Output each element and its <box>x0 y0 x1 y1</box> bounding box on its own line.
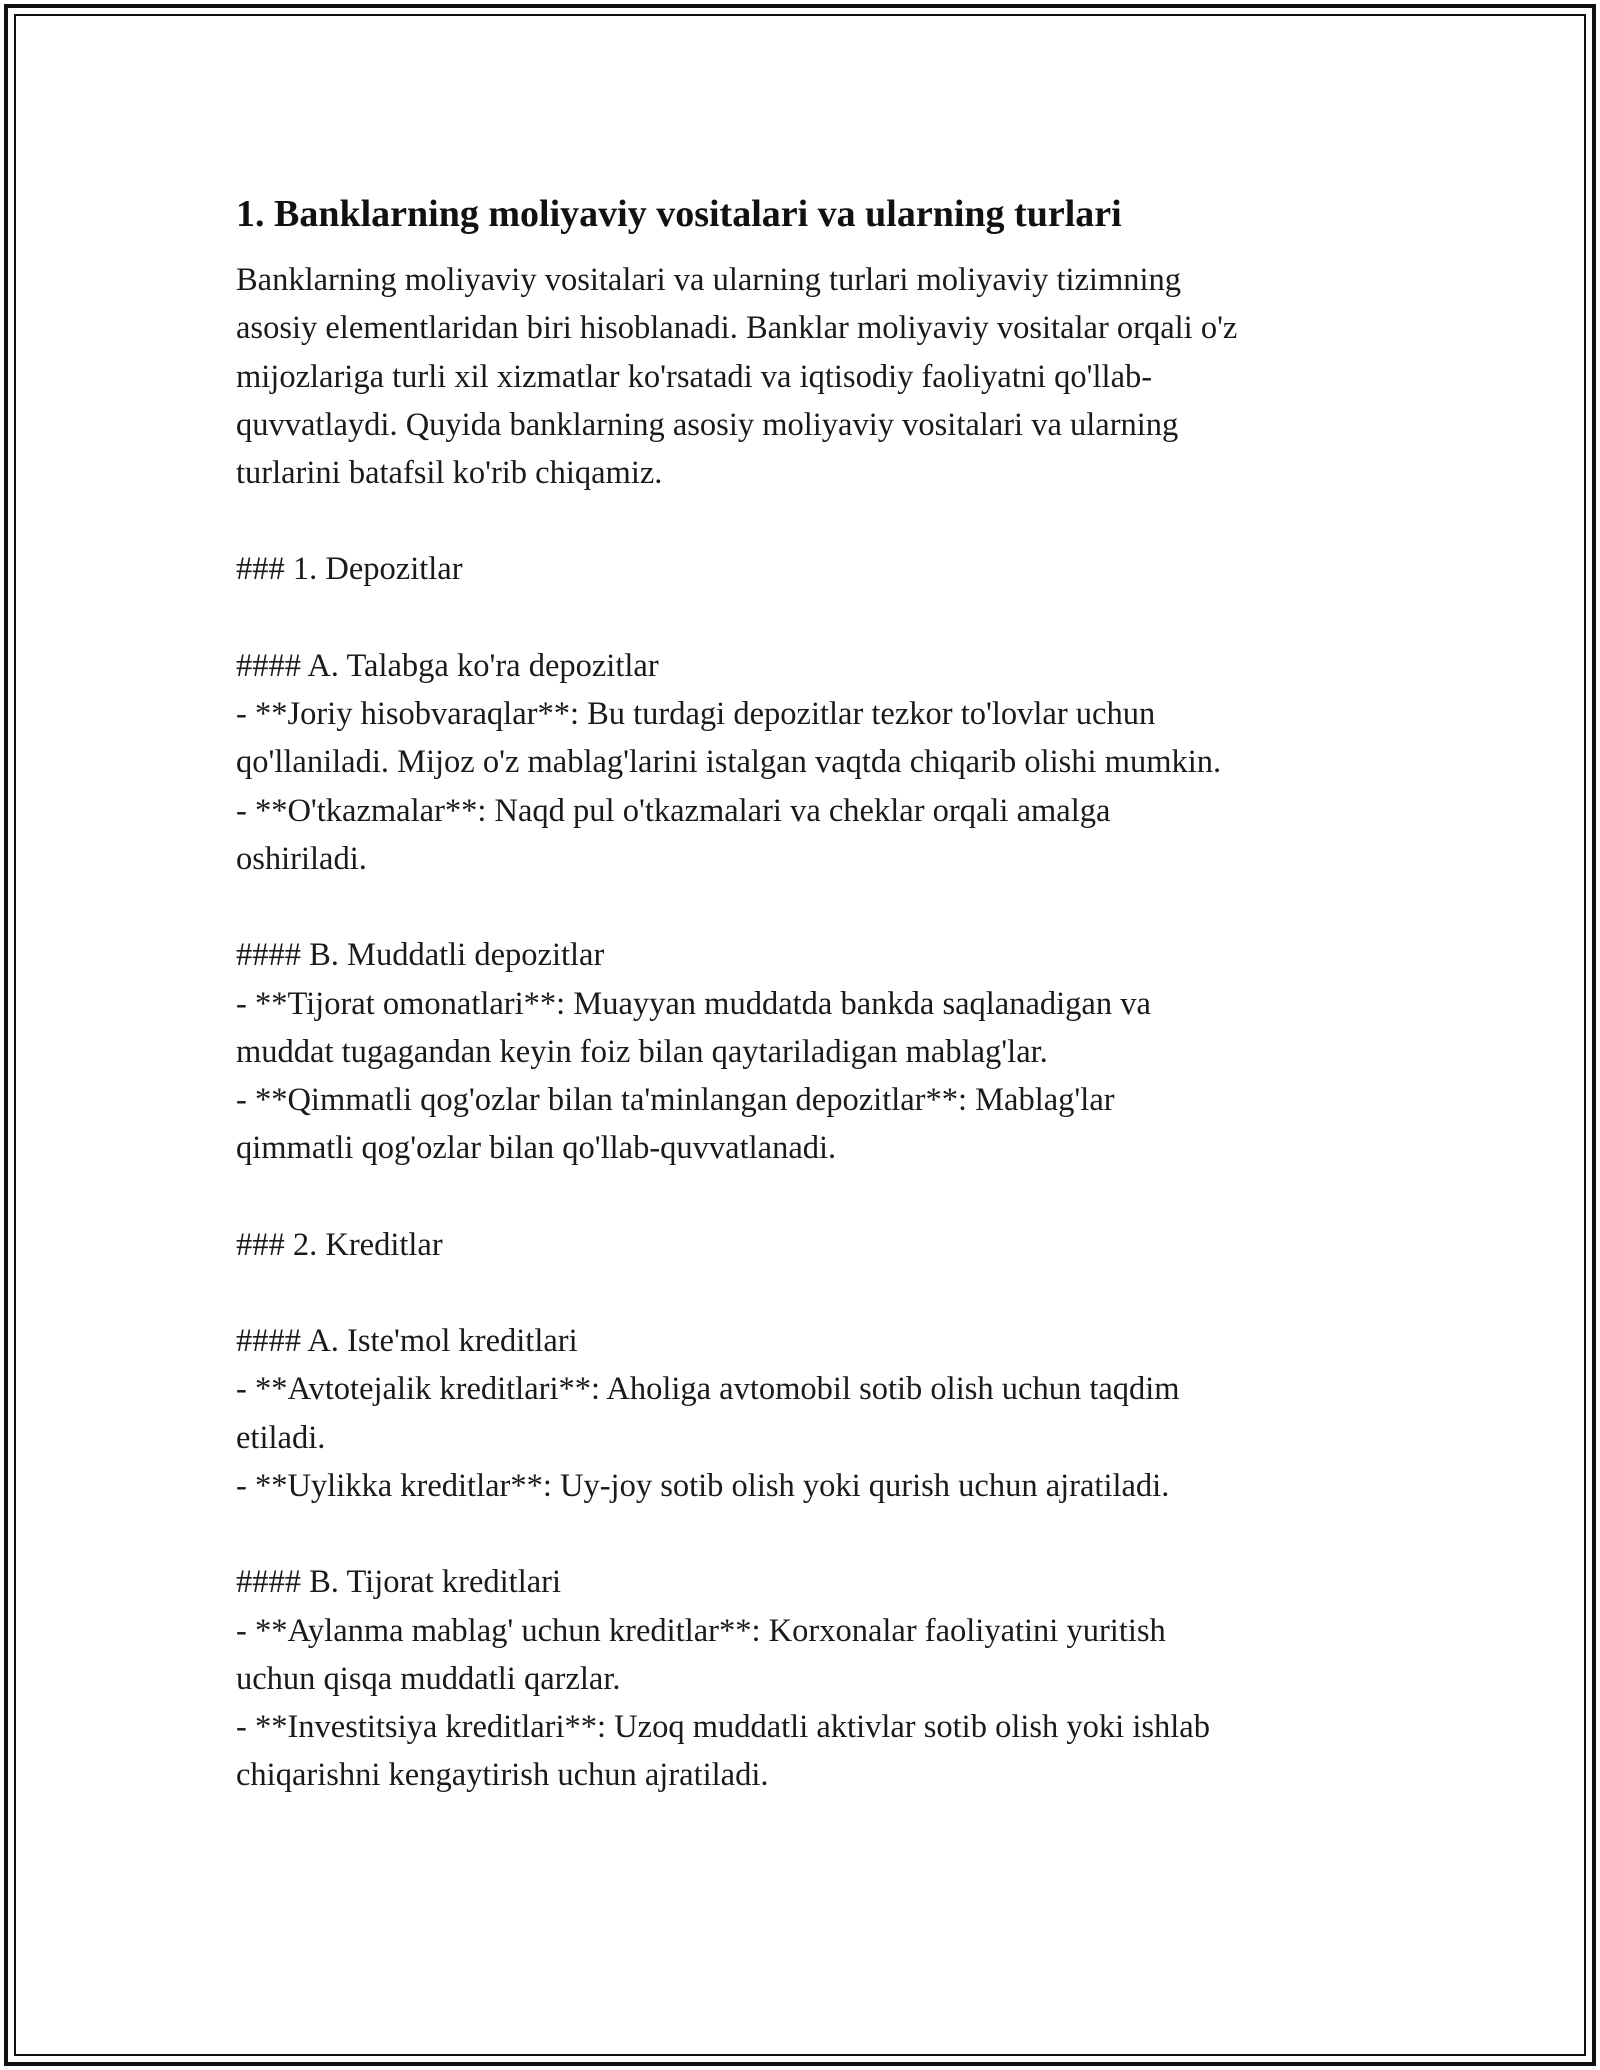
subsection-heading: #### B. Muddatli depozitlar <box>236 937 605 974</box>
list-line: chiqarishni kengaytirish uchun ajratiladi. <box>236 1757 769 1794</box>
intro-line: asosiy elementlaridan biri hisoblanadi. Banklar moliyaviy vositalar orqali o'z <box>236 310 1238 347</box>
list-line: - **O'tkazmalar**: Naqd pul o'tkazmalari va cheklar orqali amalga <box>236 792 1111 829</box>
commercial-credits-block <box>236 1558 1376 1799</box>
intro-line: quvvatlaydi. Quyida banklarning asosiy moliyaviy vositalari va ularning <box>236 406 1179 443</box>
list-line: qimmatli qog'ozlar bilan qo'llab-quvvatlanadi. <box>236 1130 837 1167</box>
section-heading-text: ### 1. Depozitlar <box>236 551 463 588</box>
deposits-section-heading <box>236 545 1376 593</box>
list-line: qo'llaniladi. Mijoz o'z mablag'larini istalgan vaqtda chiqarib olishi mumkin. <box>236 744 1222 781</box>
list-line: - **Avtotejalik kreditlari**: Aholiga avtomobil sotib olish uchun taqdim <box>236 1371 1180 1408</box>
intro-paragraph <box>236 256 1376 497</box>
document-body <box>236 188 1376 1800</box>
subsection-heading: #### A. Talabga ko'ra depozitlar <box>236 647 659 684</box>
list-line: muddat tugagandan keyin foiz bilan qaytariladigan mablag'lar. <box>236 1033 1048 1070</box>
subsection-heading: #### A. Iste'mol kreditlari <box>236 1323 578 1360</box>
demand-deposits-block <box>236 642 1376 883</box>
subsection-heading: #### B. Tijorat kreditlari <box>236 1564 561 1601</box>
credits-section-heading <box>236 1221 1376 1269</box>
document-title: 1. Banklarning moliyaviy vositalari va ularning turlari <box>236 193 1122 235</box>
term-deposits-block <box>236 931 1376 1172</box>
list-line: - **Uylikka kreditlar**: Uy-joy sotib olish yoki qurish uchun ajratiladi. <box>236 1467 1170 1504</box>
list-line: uchun qisqa muddatli qarzlar. <box>236 1660 621 1697</box>
section-heading-text: ### 2. Kreditlar <box>236 1226 443 1263</box>
list-line: - **Aylanma mablag' uchun kreditlar**: Korxonalar faoliyatini yuritish <box>236 1612 1166 1649</box>
intro-line: turlarini batafsil ko'rib chiqamiz. <box>236 455 663 492</box>
list-line: oshiriladi. <box>236 840 367 877</box>
list-line: - **Qimmatli qog'ozlar bilan ta'minlangan depozitlar**: Mablag'lar <box>236 1082 1115 1119</box>
intro-line: Banklarning moliyaviy vositalari va ularning turlari moliyaviy tizimning <box>236 262 1182 298</box>
list-line: - **Investitsiya kreditlari**: Uzoq muddatli aktivlar sotib olish yoki ishlab <box>236 1709 1210 1746</box>
intro-line: mijozlariga turli xil xizmatlar ko'rsatadi va iqtisodiy faoliyatni qo'llab- <box>236 358 1153 395</box>
list-line: - **Joriy hisobvaraqlar**: Bu turdagi depozitlar tezkor to'lovlar uchun <box>236 696 1156 733</box>
list-line: etiladi. <box>236 1419 326 1456</box>
list-line: - **Tijorat omonatlari**: Muayyan muddatda bankda saqlanadigan va <box>236 985 1151 1022</box>
consumer-credits-block <box>236 1317 1376 1510</box>
